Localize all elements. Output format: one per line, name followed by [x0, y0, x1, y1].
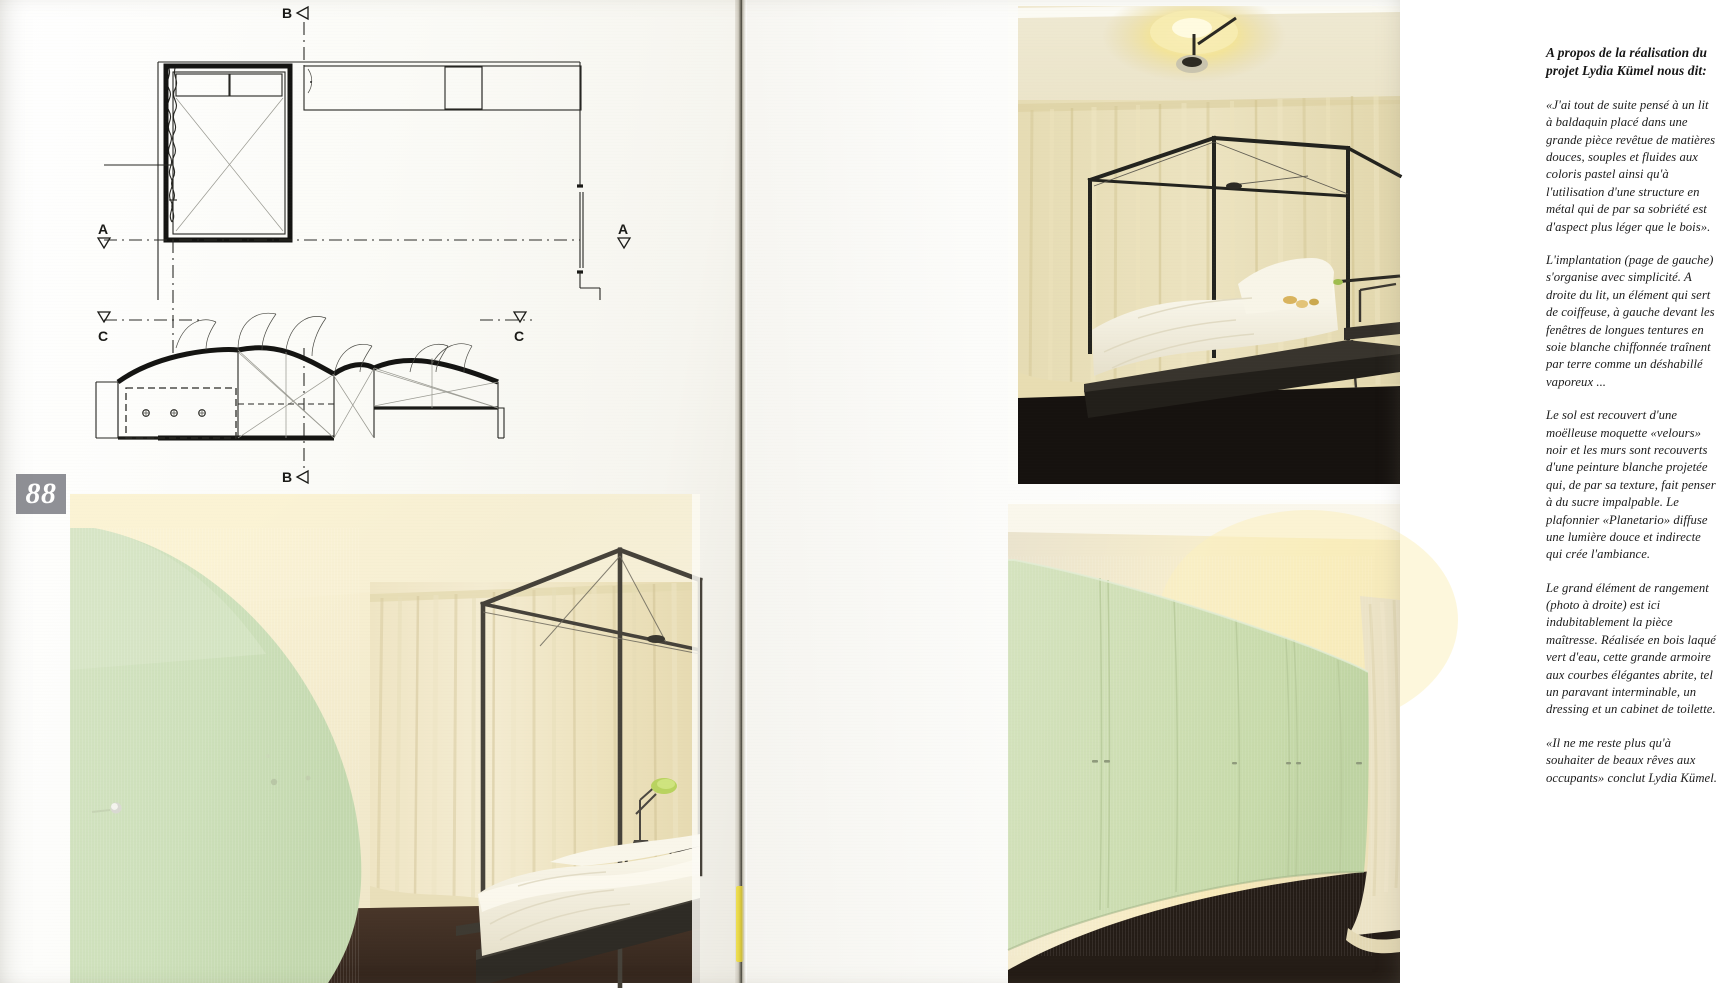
plan-right-wall-detail: [577, 178, 600, 300]
technical-drawing: [80, 0, 660, 500]
label-c-left: C: [98, 328, 109, 344]
elevation-wardrobe: [96, 313, 504, 438]
photo-bedroom-large: [70, 494, 700, 983]
article-paragraph-1: «J'ai tout de suite pensé à un lit à baldaquin placé dans une grande pièce revêtue de matières douces, souples et fluides aux coloris pastel ainsi qu'à l'utilisation d'une structure en métal qui de par sa sobriété est d'aspect plus léger que le bois».: [1546, 97, 1716, 234]
photo-bed-with-ceiling-lamp: [1008, 0, 1400, 484]
label-a-right: A: [618, 221, 629, 237]
article-paragraph-4: Le grand élément de rangement (photo à droite) est ici indubitablement la pièce maîtresse. Réalisée en bois laqué vert d'eau, cette grande armoire aux courbes élégantes abrite, tel un paravant interminable, un dressing et un cabinet de toilette.: [1546, 580, 1716, 717]
plan-bed: [166, 66, 290, 240]
left-page: [0, 0, 738, 983]
photo-wardrobe-wall: [1008, 500, 1400, 983]
plan-wardrobe: [304, 66, 581, 110]
page-number-badge: [16, 474, 66, 514]
label-c-right: C: [514, 328, 525, 344]
elevation-knobs: [143, 410, 206, 417]
page-number: 88: [25, 477, 57, 510]
article-paragraph-5: «Il ne me reste plus qu'à souhaiter de beaux rêves aux occupants» conclut Lydia Kümel.: [1546, 735, 1718, 785]
label-b-top: B: [282, 5, 293, 21]
article-paragraph-3: Le sol est recouvert d'une moëlleuse moquette «velours» noir et les murs sont recouverts d'une peinture blanche projetée qui, de par sa texture, fait penser à du sucre impalpable. Le plafonnier «Planetario» diffuse une lumière douce et indirecte qui crée l'ambiance.: [1546, 408, 1716, 562]
book-gutter: [735, 0, 747, 983]
gutter-yellow-mark: [736, 886, 744, 962]
label-a-left: A: [98, 221, 109, 237]
article-lede: A propos de la réalisation du projet Lydia Kümel nous dit:: [1546, 45, 1708, 78]
label-b-bottom: B: [282, 469, 293, 485]
article-text-column: [1546, 44, 1718, 803]
article-paragraph-2: L'implantation (page de gauche) s'organise avec simplicité. A droite du lit, un élément qui sert de coiffeuse, à gauche devant les fenêtres de longues tentures en soie blanche chiffonnée traînent par terre comme un déshabillé vaporeux ...: [1546, 253, 1715, 389]
